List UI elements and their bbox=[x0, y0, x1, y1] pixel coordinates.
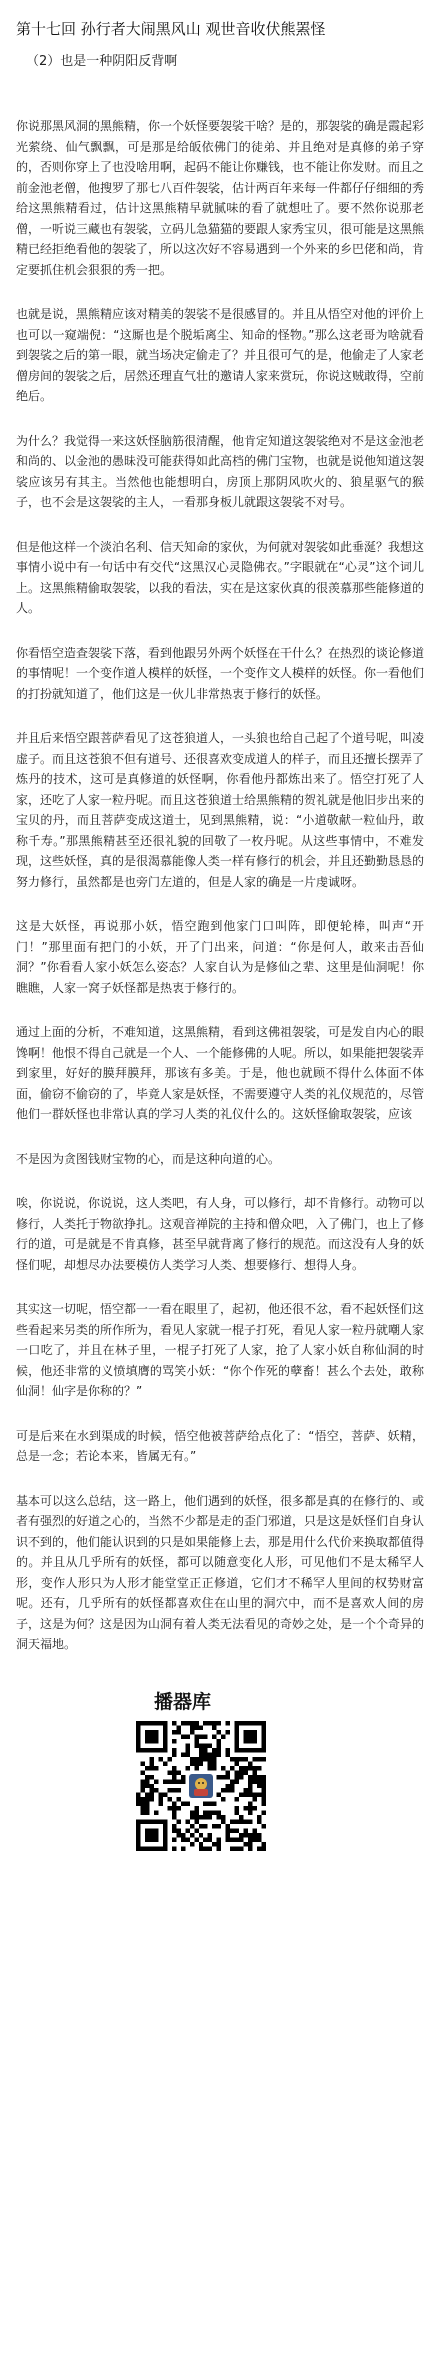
paragraph: 通过上面的分析，不难知道，这黑熊精，看到这佛祖袈裟，可是发自内心的眼馋啊！他恨不得自己就是一个人、一个能修佛的人呢。所以，如果能把袈裟弄到家里，好好的膜拜膜拜，那该有多美。于是，他也就顾不得什么体面不体面，偷窃不偷窃的了，毕竟人家是妖怪，不需要遵守人类的礼仪规范的，尽管他们一群妖怪也非常认真的学习人类的礼仪什么的。这妖怪偷取袈裟，应该 bbox=[16, 1025, 425, 1121]
avatar-logo-icon bbox=[187, 1772, 215, 1800]
paragraph: 基本可以这么总结，这一路上，他们遇到的妖怪，很多都是真的在修行的、或者有强烈的好道之心的，当然不少都是走的歪门邪道，只是这是妖怪们自身认识不到的，他们能认识到的只是如果能修上去，那是用什么代价来换取都值得的。并且从几乎所有的妖怪，都可以随意变化人形，可见他们不是太稀罕人形，变作人形只为人形才能堂堂正正修道，它们才不稀罕人里间的权势财富呢。还有，几乎所有的妖怪都喜欢住在山里的洞穴中，而不是喜欢人间的房子，这是为何？这是因为山洞有着人类无法看见的奇妙之处，是一个个奇异的洞天福地。 bbox=[16, 1493, 425, 1651]
qr-label: 播器库 bbox=[154, 1690, 212, 1713]
paragraph: 唉，你说说，你说说，这人类吧，有人身，可以修行，却不肯修行。动物可以修行，人类托于物欲挣扎。这观音禅院的主持和僧众吧，入了佛门，也上了修行的道，可是就是不肯真修，甚至早就背离了修行的规范。而这没有人身的妖怪们呢，却想尽办法要模仿人类学习人类、想要修行、想得人身。 bbox=[16, 1196, 425, 1272]
paragraph: 其实这一切呢，悟空都一一看在眼里了，起初，他还很不忿，看不起妖怪们这些看起来另类的所作所为，看见人家就一棍子打死，看见人家一粒丹就嘲人家一口吃了，并且在林子里，一棍子打死了人家，抢了人家小妖自称仙洞的时候，他还非常的义愤填膺的骂笑小妖：“你个作死的孽畜！甚么个去处，敢称仙洞！仙字是你称的？” bbox=[16, 1302, 425, 1398]
paragraph: 你说那黑风洞的黑熊精，你一个妖怪要袈裟干啥？是的，那袈裟的确是霞起彩光萦绕、仙气飘飘，可是那是给皈依佛门的徒弟、并且绝对是真修的弟子穿的，否则你穿上了也没啥用啊，起码不能让你赚钱，也不能让你发财。而且之前金池老僧，他搜罗了那七八百件袈裟，估计两百年来每一件都仔仔细细的秀给这黑熊精看过，估计这黑熊精早就腻味的看了就想吐了。要不然你说那老僧，一听说三藏也有袈裟，立码儿急猫猫的要跟人家秀宝贝，很可能是这黑熊精已经拒绝看他的袈裟了，所以这次好不容易遇到一个外来的乡巴佬和尚，肯定要抓住机会狠狠的秀一把。 bbox=[16, 119, 425, 277]
paragraph: 但是他这样一个淡泊名利、信天知命的家伙，为何就对袈裟如此垂涎？我想这事情小说中有一句话中有交代“这黑汉心灵隐佛衣。”字眼就在“心灵”这个词儿上。这黑熊精偷取袈裟，以我的看法，实在是这家伙真的很羡慕那些能修道的人。 bbox=[16, 539, 425, 615]
article-body bbox=[16, 116, 424, 1655]
paragraph: 也就是说，黑熊精应该对精美的袈裟不是很感冒的。并且从悟空对他的评价上也可以一窥端倪：“这厮也是个脱垢离尘、知命的怪物。”那么这老哥为啥就看到袈裟之后的第一眼，就当场决定偷走了？并且很可气的是，他偷走了人家老僧房间的袈裟之后，居然还理直气壮的邀请人家来赏玩，你说这贼敢得，空前绝后。 bbox=[16, 307, 425, 403]
qr-code[interactable] bbox=[136, 1721, 266, 1851]
paragraph: 你看悟空造查袈裟下落，看到他跟另外两个妖怪在干什么？在热烈的谈论修道的事情呢！一个变作道人模样的妖怪，一个变作文人模样的妖怪。你一看他们的打扮就知道了，他们这是一伙儿非常热衷于修行的妖怪。 bbox=[16, 645, 425, 701]
article-title: 第十七回 孙行者大闹黑风山 观世音收伏熊罴怪 bbox=[16, 20, 326, 38]
paragraph: 可是后来在水到渠成的时候，悟空他被菩萨给点化了：“悟空，菩萨、妖精，总是一念；若论本来，皆属无有。” bbox=[16, 1428, 424, 1463]
qr-section bbox=[16, 1689, 424, 1851]
article-subtitle: （2）也是一种阴阳反背啊 bbox=[26, 54, 178, 69]
paragraph: 这是大妖怪，再说那小妖，悟空跑到他家门口叫阵，即便轮棒，叫声“开门！”那里面有把门的小妖，开了门出来，问道：“你是何人，敢来击吾仙洞？”你看看人家小妖怎么姿态？人家自认为是修仙之辈、这里是仙洞呢！你瞧瞧，人家一窝子妖怪都是热衷于修行的。 bbox=[16, 919, 424, 995]
paragraph: 不是因为贪图钱财宝物的心，而是这种向道的心。 bbox=[16, 1151, 281, 1166]
paragraph: 为什么？我觉得一来这妖怪脑筋很清醒，他肯定知道这袈裟绝对不是这金池老和尚的、以金池的愚昧没可能获得如此高档的佛门宝物，也就是说他知道这袈裟应该另有其主。当然他也能想明白，房顶上那阴风吹火的、狼星驱气的猴子，也不会是这袈裟的主人，一看那身板儿就跟这袈裟不对号。 bbox=[16, 433, 425, 509]
paragraph: 并且后来悟空跟菩萨看见了这苍狼道人，一头狼也给自己起了个道号呢，叫凌虚子。而且这苍狼不但有道号、还很喜欢变成道人的样子，而且还擅长摆弄了炼丹的技术，这可是真修道的妖怪啊，你看他丹都炼出来了。悟空打死了人家，还吃了人家一粒丹呢。而且这苍狼道士给黑熊精的贺礼就是他旧步出来的宝贝的丹，而且菩萨变成这道士，见到黑熊精，说：“小道敬献一粒仙丹，敢称千寿。”那黑熊精甚至还很礼貌的回敬了一枚丹呢。从这些事情中，不难发现，这些妖怪，真的是很渴慕能像人类一样有修行的机会，并且还勤勤恳恳的努力修行，虽然都是也旁门左道的，但是人家的确是一片虔诚呀。 bbox=[16, 731, 425, 889]
